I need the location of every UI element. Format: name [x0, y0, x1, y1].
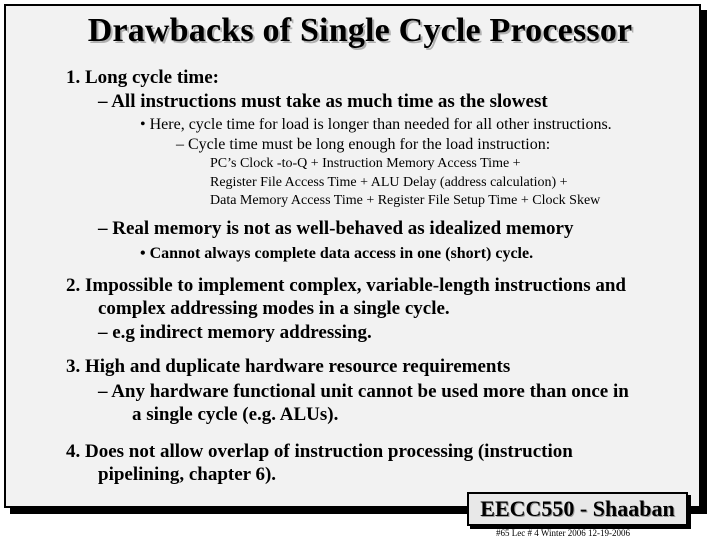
item-2-line-1: 2. Impossible to implement complex, variable-length instructions and: [66, 275, 626, 296]
item-4-line-2: pipelining, chapter 6).: [98, 464, 277, 485]
item-1-sub-a: – All instructions must take as much time as the slowest: [98, 91, 548, 112]
item-1-bullet-2: • Cannot always complete data access in one (short) cycle.: [140, 245, 534, 262]
footer-slide-info: #65 Lec # 4 Winter 2006 12-19-2006: [496, 528, 630, 538]
item-1-detail-1: PC’s Clock -to-Q + Instruction Memory Access Time +: [210, 156, 521, 171]
item-2-sub: – e.g indirect memory addressing.: [98, 322, 372, 343]
item-3-sub-line-1: – Any hardware functional unit cannot be used more than once in: [98, 381, 629, 402]
item-4-line-1: 4. Does not allow overlap of instruction processing (instruction: [66, 441, 573, 462]
item-1: 1. Long cycle time:: [66, 67, 220, 88]
item-1-detail-2: Register File Access Time + ALU Delay (address calculation) +: [210, 175, 568, 190]
item-1-sub-c: – Real memory is not as well-behaved as idealized memory: [98, 218, 574, 239]
footer-course-label: EECC550 - Shaaban: [467, 492, 688, 526]
item-1-detail-3: Data Memory Access Time + Register File Setup Time + Clock Skew: [210, 193, 601, 208]
slide-title: Drawbacks of Single Cycle Processor: [87, 12, 633, 49]
item-3-sub-line-2: a single cycle (e.g. ALUs).: [132, 404, 339, 425]
item-3-line-1: 3. High and duplicate hardware resource requirements: [66, 356, 511, 377]
item-1-bullet: • Here, cycle time for load is longer than needed for all other instructions.: [140, 116, 612, 133]
item-2-line-2: complex addressing modes in a single cycle.: [98, 298, 450, 319]
item-1-sub-b: – Cycle time must be long enough for the load instruction:: [176, 136, 551, 153]
